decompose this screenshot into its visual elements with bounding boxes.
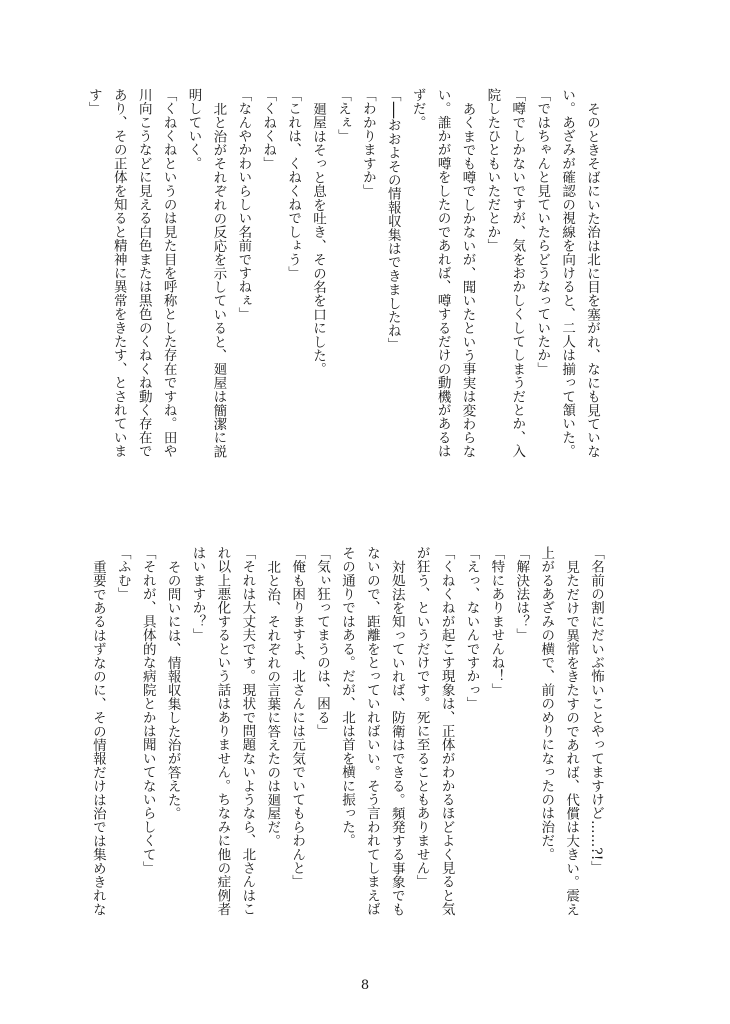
- upper-text-line: 「くねくねというのは見た目を呼称とした存在ですね。田や: [160, 88, 177, 458]
- lower-text-line: 「えっ、ないんですかっ」: [463, 546, 480, 711]
- lower-text-line: 「特にありませんね！」: [488, 546, 505, 697]
- lower-text-line: れ以上悪化するという話はありません。ちなみに他の症例者: [214, 546, 231, 916]
- upper-text-line: 「なんやかわいらしい名前ですねぇ」: [235, 88, 252, 321]
- upper-text-line: 「──おおよその情報収集はできましたね」: [384, 88, 401, 352]
- upper-text-block: [85, 88, 604, 514]
- lower-text-line: 「それが、具体的な病院とかは聞いてないらしくて」: [139, 546, 156, 875]
- lower-text-line: その問いには、情報収集した治が答えた。: [164, 559, 181, 820]
- upper-text-line: あくまでも噂でしかないが、聞いたという事実は変わらな: [459, 101, 476, 458]
- lower-text-block: [89, 546, 608, 974]
- lower-text-line: 「解決法は？」: [513, 546, 530, 642]
- upper-text-line: い。あざみが確認の視線を向けると、二人は揃って頷いた。: [559, 88, 576, 458]
- upper-text-line: そのときそばにいた治は北に目を塞がれ、なにも見ていな: [584, 101, 600, 458]
- upper-text-line: ずだ。: [409, 88, 426, 130]
- lower-text-line: ないので、距離をとっていればいい。そう言われてしまえば: [363, 546, 380, 916]
- upper-text-line: 「これは、くねくねでしょう」: [285, 88, 302, 280]
- upper-text-line: 「くねくね」: [260, 88, 277, 171]
- lower-text-line: 重要であるはずなのに、その情報だけは治では集めきれな: [89, 559, 106, 916]
- upper-text-line: 明していく。: [185, 88, 202, 171]
- lower-text-line: 「気ぃ狂ってまうのは、困る」: [314, 546, 331, 738]
- lower-text-line: 「名前の割にだいぶ怖いことやってますけど……?!」: [588, 546, 604, 875]
- lower-text-line: 「くねくねが起こす現象は、正体がわかるほどよく見ると気: [438, 546, 455, 916]
- upper-text-line: い。誰かが噂をしたのであれば、噂するだけの動機があるは: [434, 88, 451, 458]
- lower-text-line: 上がるあざみの横で、前のめりになったのは治だ。: [538, 546, 555, 862]
- upper-text-line: 「噂でしかないですが、気をおかしくしてしまうだとか、入: [509, 88, 526, 458]
- lower-text-line: その通りではある。だが、北は首を横に振った。: [338, 546, 355, 848]
- lower-text-line: 見ただけで異常をきたすのであれば、代償は大きい。震え: [563, 559, 580, 916]
- upper-text-line: 院したひともいただとか」: [484, 88, 501, 253]
- page-number: 8: [360, 978, 370, 993]
- lower-text-line: が狂う、というだけです。死に至ることもありません」: [413, 546, 430, 889]
- lower-text-line: 北と治、それぞれの言葉に答えたのは廻屋だ。: [264, 559, 281, 848]
- lower-text-line: 「ふむ」: [114, 546, 131, 601]
- upper-text-line: 「わかりますか」: [359, 88, 376, 198]
- upper-text-line: す」: [85, 88, 102, 116]
- upper-text-line: 廻屋はそっと息を吐き、その名を口にした。: [310, 101, 327, 376]
- upper-text-line: 「えぇ」: [334, 88, 351, 143]
- lower-text-line: はいますか？」: [189, 546, 206, 642]
- lower-text-line: 「俺も困りますよ、北さんには元気でいてもらわんと」: [289, 546, 306, 889]
- upper-text-line: 川向こうなどに見える白色または黒色のくねくね動く存在で: [135, 88, 152, 458]
- upper-text-line: あり、その正体を知ると精神に異常をきたす、とされていま: [110, 88, 127, 458]
- lower-text-line: 「それは大丈夫です。現状で問題ないようなら、北さんはこ: [239, 546, 256, 916]
- lower-text-line: 対処法を知っていれば、防衛はできる。頻発する事象でも: [388, 559, 405, 916]
- upper-text-line: 「ではちゃんと見ていたらどうなっていたか」: [534, 88, 551, 376]
- upper-text-line: 北と治がそれぞれの反応を示していると、廻屋は簡潔に説: [210, 101, 227, 458]
